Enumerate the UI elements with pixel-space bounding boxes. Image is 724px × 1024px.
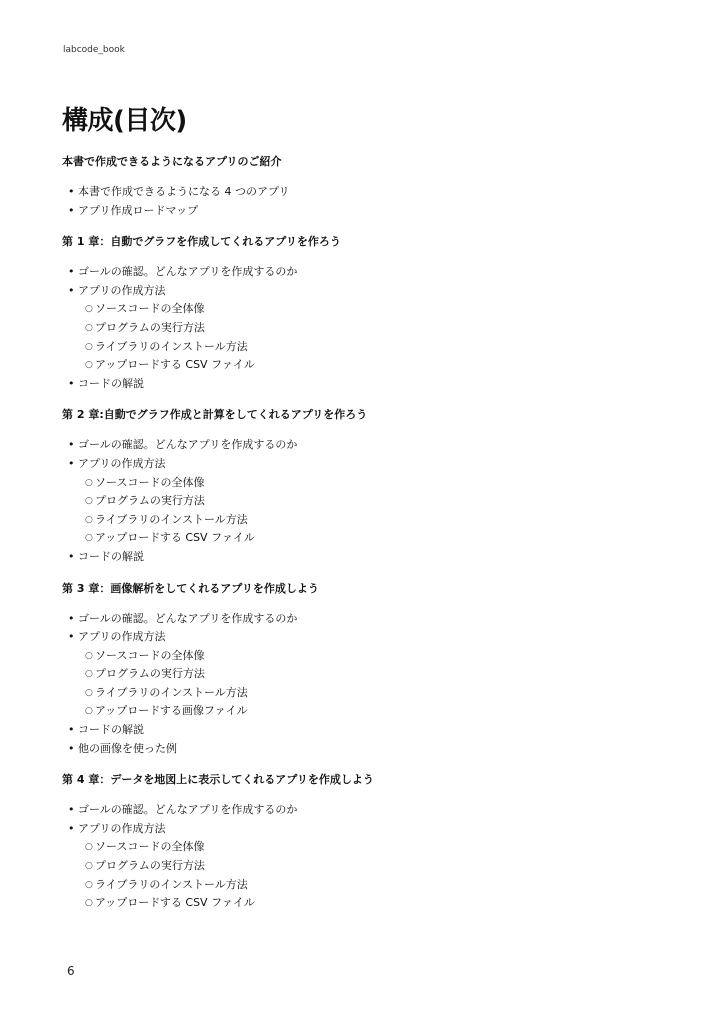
- sub-list-item: [78, 529, 662, 548]
- sub-list-item-label: ライブラリのインストール方法: [95, 685, 248, 699]
- sub-list: [78, 474, 662, 548]
- list-item: [62, 610, 662, 629]
- sub-list-item-label: ライブラリのインストール方法: [95, 877, 248, 891]
- circle-bullet-icon: ○: [85, 898, 93, 909]
- list-item: [62, 436, 662, 455]
- sub-list-item: [78, 356, 662, 375]
- list-item: [62, 455, 662, 548]
- sub-list-item: [78, 300, 662, 319]
- list-item: [62, 282, 662, 375]
- sub-list-item: [78, 876, 662, 895]
- circle-bullet-icon: ○: [85, 533, 93, 544]
- circle-bullet-icon: ○: [85, 687, 93, 698]
- sub-list-item-label: プログラムの実行方法: [95, 859, 205, 873]
- list-item: [62, 721, 662, 740]
- circle-bullet-icon: ○: [85, 706, 93, 717]
- list-item: [62, 628, 662, 721]
- list-item: [62, 801, 662, 820]
- sub-list-item-label: ソースコードの全体像: [95, 302, 205, 316]
- list-item-label: アプリの作成方法: [78, 456, 166, 470]
- sub-list-item: [78, 474, 662, 493]
- list-item: [62, 548, 662, 567]
- list-item-label: 本書で作成できるようになる 4 つのアプリ: [78, 185, 290, 198]
- list-item-label: コードの解説: [78, 723, 144, 737]
- sub-list-item: [78, 684, 662, 703]
- bullet-icon: •: [68, 203, 75, 217]
- sub-list-item: [78, 492, 662, 511]
- circle-bullet-icon: ○: [85, 842, 93, 853]
- list-item-label: ゴールの確認。どんなアプリを作成するのか: [78, 265, 298, 279]
- sub-list-item-label: ソースコードの全体像: [95, 648, 205, 662]
- list-item: [62, 820, 662, 913]
- bullet-icon: •: [68, 549, 75, 563]
- section-heading: 第 3 章：画像解析をしてくれるアプリを作成しよう: [62, 581, 319, 595]
- circle-bullet-icon: ○: [85, 669, 93, 680]
- sub-list-item-label: アップロードする CSV ファイル: [95, 531, 255, 545]
- sub-list-item: [78, 511, 662, 530]
- running-header: labcode_book: [63, 45, 125, 55]
- circle-bullet-icon: ○: [85, 304, 93, 315]
- sub-list-item-label: ライブラリのインストール方法: [95, 512, 248, 526]
- sub-list-item-label: ライブラリのインストール方法: [95, 339, 248, 353]
- circle-bullet-icon: ○: [85, 879, 93, 890]
- sub-list-item: [78, 647, 662, 666]
- toc-section: [62, 581, 662, 759]
- bullet-icon: •: [68, 821, 75, 835]
- page-number: 6: [67, 964, 75, 978]
- section-heading: 第 4 章：データを地図上に表示してくれるアプリを作成しよう: [62, 773, 374, 787]
- circle-bullet-icon: ○: [85, 496, 93, 507]
- sub-list-item-label: ソースコードの全体像: [95, 840, 205, 854]
- sub-list: [78, 647, 662, 721]
- section-heading: 本書で作成できるようになるアプリのご紹介: [62, 155, 282, 168]
- table-of-contents: [62, 154, 662, 927]
- list-item: [62, 202, 662, 221]
- section-heading: 第 1 章：自動でグラフを作成してくれるアプリを作ろう: [62, 235, 341, 249]
- sub-list: [78, 300, 662, 374]
- page-title: 構成(目次): [62, 106, 187, 136]
- toc-section: [62, 154, 662, 220]
- bullet-icon: •: [68, 611, 75, 625]
- bullet-icon: •: [68, 438, 75, 452]
- circle-bullet-icon: ○: [85, 477, 93, 488]
- bullet-icon: •: [68, 283, 75, 297]
- bullet-icon: •: [68, 265, 75, 279]
- toc-list: [62, 610, 662, 759]
- list-item: [62, 263, 662, 282]
- list-item: [62, 375, 662, 394]
- circle-bullet-icon: ○: [85, 514, 93, 525]
- list-item-label: 他の画像を使った例: [78, 741, 177, 755]
- toc-section: [62, 234, 662, 393]
- sub-list-item-label: ソースコードの全体像: [95, 475, 205, 489]
- list-item-label: ゴールの確認。どんなアプリを作成するのか: [78, 438, 298, 452]
- list-item-label: ゴールの確認。どんなアプリを作成するのか: [78, 803, 298, 817]
- bullet-icon: •: [68, 376, 75, 390]
- toc-list: [62, 801, 662, 913]
- toc-section: [62, 772, 662, 913]
- list-item-label: アプリの作成方法: [78, 283, 166, 297]
- toc-list: [62, 436, 662, 566]
- sub-list-item-label: アップロードする CSV ファイル: [95, 358, 255, 372]
- circle-bullet-icon: ○: [85, 650, 93, 661]
- bullet-icon: •: [68, 723, 75, 737]
- bullet-icon: •: [68, 630, 75, 644]
- bullet-icon: •: [68, 741, 75, 755]
- section-heading: 第 2 章:自動でグラフ作成と計算をしてくれるアプリを作ろう: [62, 408, 368, 422]
- sub-list-item-label: プログラムの実行方法: [95, 320, 205, 334]
- circle-bullet-icon: ○: [85, 360, 93, 371]
- toc-list: [62, 183, 662, 220]
- sub-list-item: [78, 857, 662, 876]
- list-item-label: コードの解説: [78, 549, 144, 563]
- circle-bullet-icon: ○: [85, 861, 93, 872]
- list-item: [62, 183, 662, 202]
- list-item-label: コードの解説: [78, 376, 144, 390]
- sub-list-item: [78, 319, 662, 338]
- sub-list: [78, 838, 662, 912]
- sub-list-item: [78, 702, 662, 721]
- list-item-label: アプリの作成方法: [78, 630, 166, 644]
- sub-list-item: [78, 894, 662, 913]
- sub-list-item-label: アップロードする CSV ファイル: [95, 896, 255, 910]
- list-item-label: アプリの作成方法: [78, 821, 166, 835]
- sub-list-item: [78, 665, 662, 684]
- sub-list-item: [78, 838, 662, 857]
- list-item-label: ゴールの確認。どんなアプリを作成するのか: [78, 611, 298, 625]
- sub-list-item-label: アップロードする画像ファイル: [95, 704, 248, 718]
- toc-list: [62, 263, 662, 393]
- list-item: [62, 740, 662, 759]
- sub-list-item: [78, 338, 662, 357]
- sub-list-item-label: プログラムの実行方法: [95, 494, 205, 508]
- circle-bullet-icon: ○: [85, 341, 93, 352]
- toc-section: [62, 407, 662, 566]
- bullet-icon: •: [68, 185, 75, 198]
- list-item-label: アプリ作成ロードマップ: [78, 203, 199, 217]
- bullet-icon: •: [68, 456, 75, 470]
- circle-bullet-icon: ○: [85, 322, 93, 333]
- sub-list-item-label: プログラムの実行方法: [95, 667, 205, 681]
- bullet-icon: •: [68, 803, 75, 817]
